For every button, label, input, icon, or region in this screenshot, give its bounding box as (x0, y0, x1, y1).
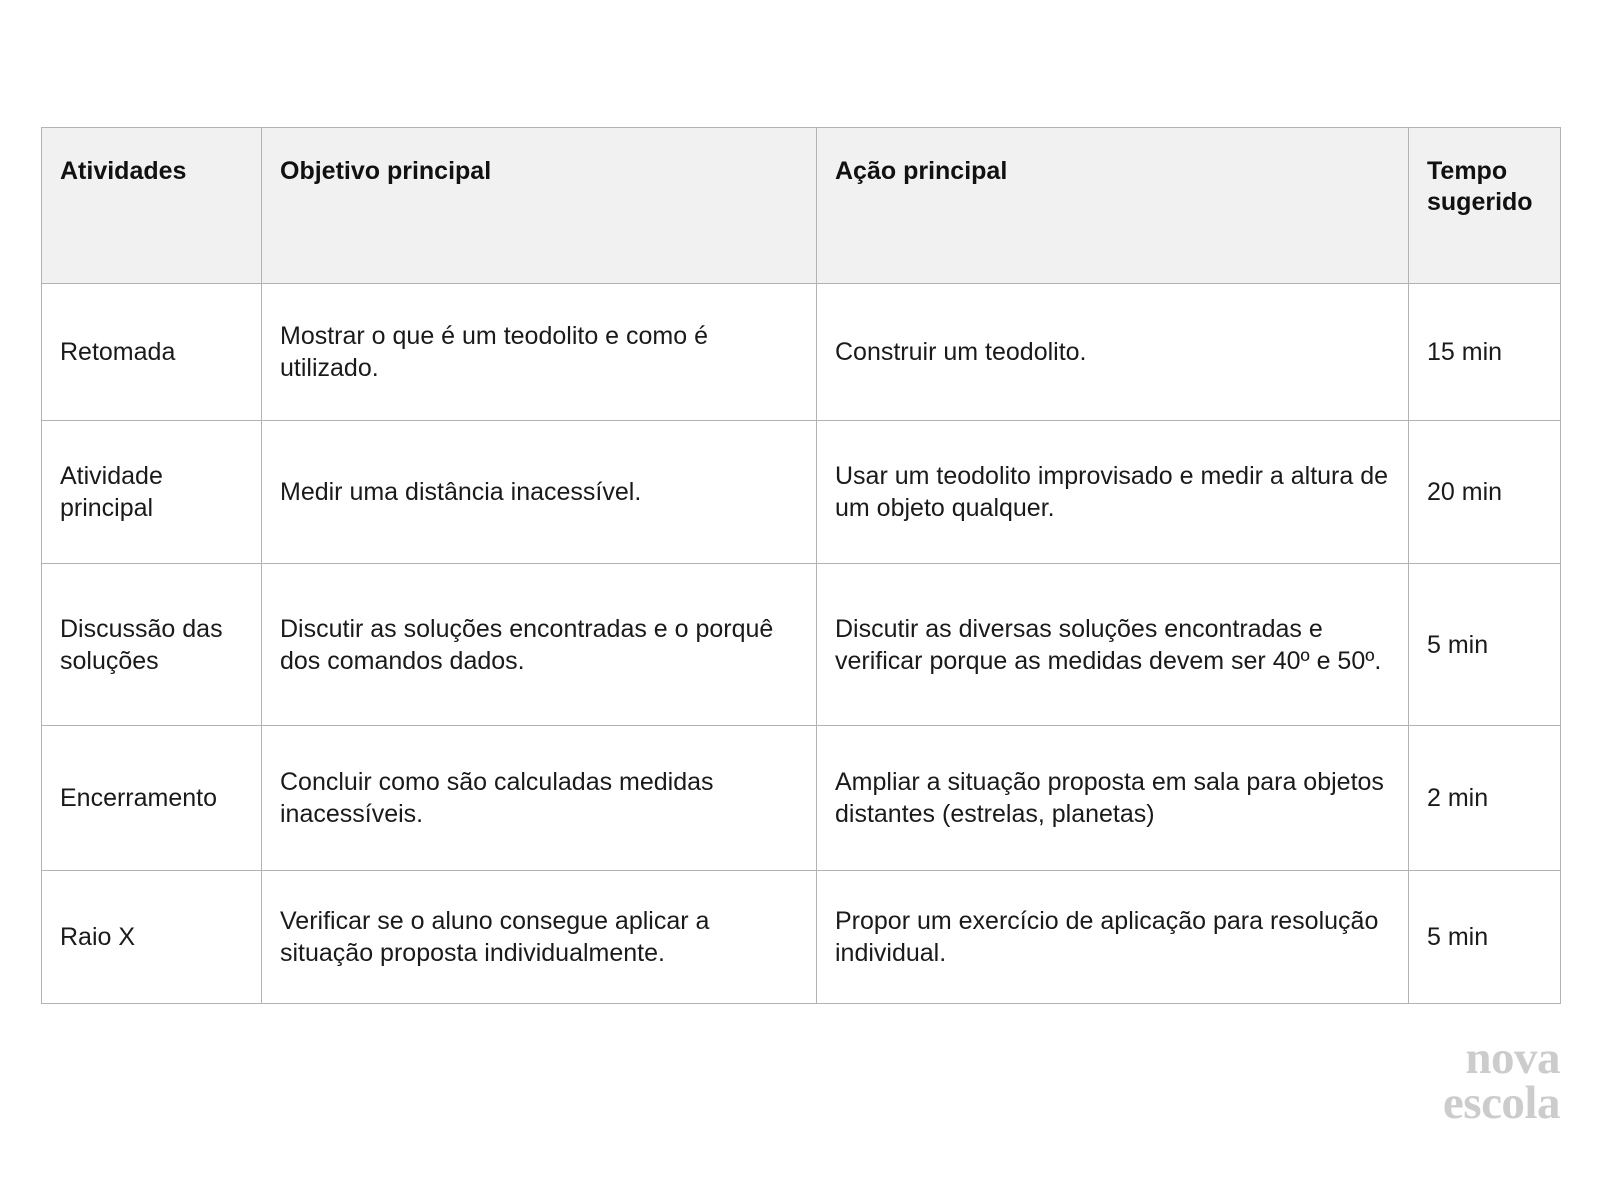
table-row (42, 564, 1561, 726)
table-row (42, 871, 1561, 1004)
column-header-objetivo-principal: Objetivo principal (262, 128, 817, 284)
cell-action: Construir um teodolito. (817, 284, 1409, 421)
table-row (42, 421, 1561, 564)
cell-action: Ampliar a situação proposta em sala para objetos distantes (estrelas, planetas) (817, 726, 1409, 871)
cell-action: Usar um teodolito improvisado e medir a altura de um objeto qualquer. (817, 421, 1409, 564)
cell-time: 15 min (1409, 284, 1561, 421)
nova-escola-logo (1374, 1032, 1560, 1129)
table-row (42, 284, 1561, 421)
table-header-row (42, 128, 1561, 284)
cell-objective: Medir uma distância inacessível. (262, 421, 817, 564)
cell-action: Propor um exercício de aplicação para resolução individual. (817, 871, 1409, 1004)
cell-activity: Retomada (42, 284, 262, 421)
cell-objective: Verificar se o aluno consegue aplicar a situação proposta individualmente. (262, 871, 817, 1004)
cell-activity: Discussão das soluções (42, 564, 262, 726)
logo-line-nova: nova (1465, 1032, 1560, 1084)
cell-activity: Encerramento (42, 726, 262, 871)
cell-time: 5 min (1409, 564, 1561, 726)
table-body (42, 284, 1561, 1004)
logo-line-escola: escola (1442, 1076, 1560, 1129)
table-header (42, 128, 1561, 284)
activity-plan-table (41, 127, 1561, 1004)
cell-action: Discutir as diversas soluções encontradas e verificar porque as medidas devem ser 40º e 50º. (817, 564, 1409, 726)
column-header-atividades: Atividades (42, 128, 262, 284)
table-row (42, 726, 1561, 871)
cell-objective: Concluir como são calculadas medidas inacessíveis. (262, 726, 817, 871)
column-header-acao-principal: Ação principal (817, 128, 1409, 284)
cell-activity: Atividade principal (42, 421, 262, 564)
cell-time: 2 min (1409, 726, 1561, 871)
cell-objective: Mostrar o que é um teodolito e como é utilizado. (262, 284, 817, 421)
column-header-tempo-sugerido: Tempo sugerido (1409, 128, 1561, 284)
cell-objective: Discutir as soluções encontradas e o porquê dos comandos dados. (262, 564, 817, 726)
cell-activity: Raio X (42, 871, 262, 1004)
cell-time: 5 min (1409, 871, 1561, 1004)
cell-time: 20 min (1409, 421, 1561, 564)
